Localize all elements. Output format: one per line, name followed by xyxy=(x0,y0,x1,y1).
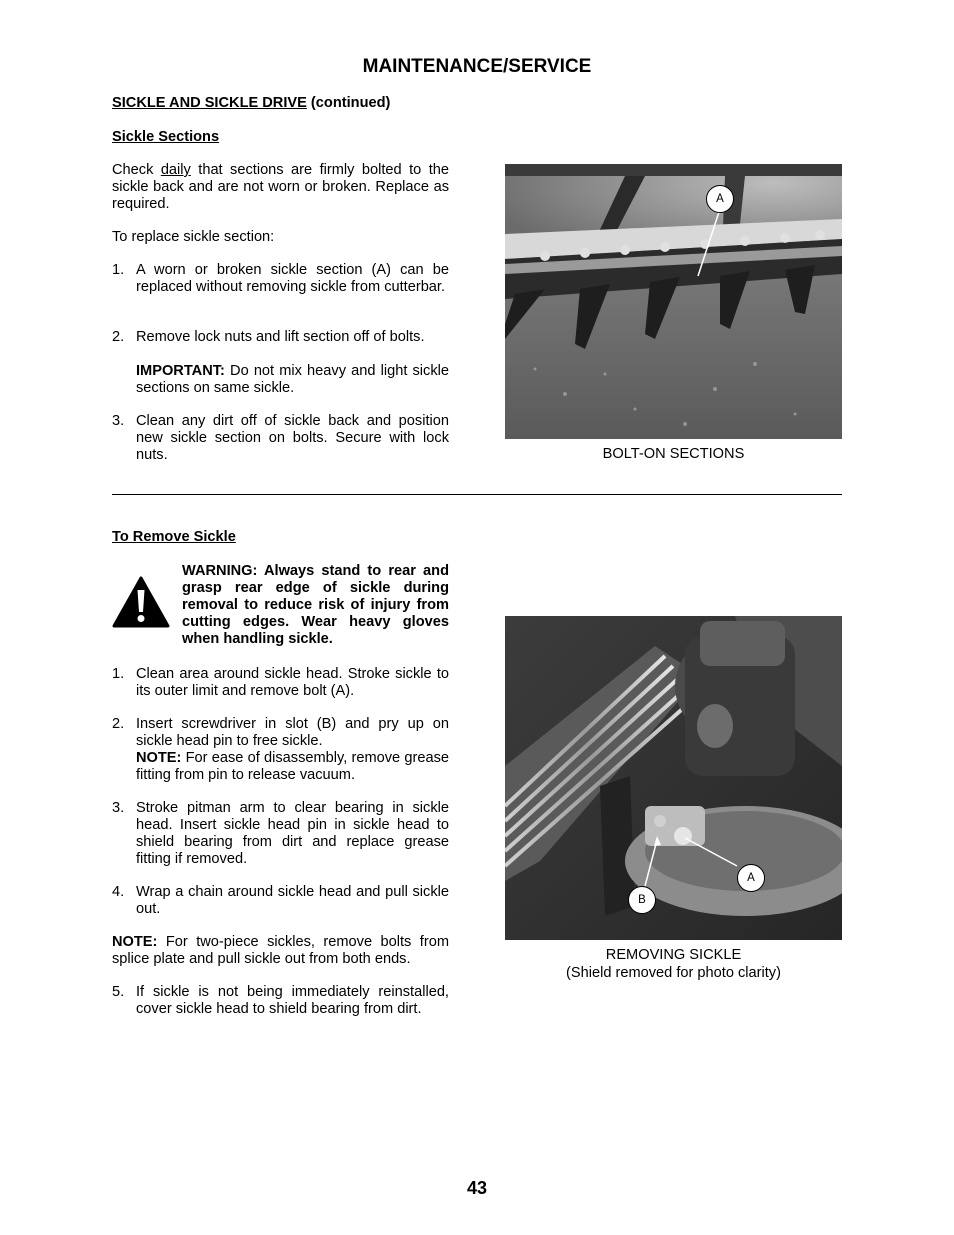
note-text: For two-piece sickles, remove bolts from splice plate and pull sickle out from both ends. xyxy=(112,934,449,967)
intro-text-post: that sections are firmly bolted to the sickle back and are not worn or broken. Replace as required. xyxy=(112,162,449,212)
important-text: Do not mix heavy and light sickle sections on same sickle. xyxy=(136,363,449,396)
section-heading xyxy=(112,95,390,112)
step2-note-text: For ease of disassembly, remove grease fitting from pin to release vacuum. xyxy=(136,750,449,783)
list-item-text: Clean area around sickle head. Stroke sickle to its outer limit and remove bolt (A). xyxy=(136,666,449,699)
sickle-sections-heading: Sickle Sections xyxy=(112,129,220,145)
list-item xyxy=(112,884,449,918)
page-number: 43 xyxy=(466,1178,488,1198)
caption-line-1: REMOVING SICKLE xyxy=(605,947,742,963)
callout-a: A xyxy=(706,185,734,213)
step2-note-label: NOTE: xyxy=(136,750,182,766)
list-item xyxy=(112,413,449,464)
list-item-text: Wrap a chain around sickle head and pull sickle out. xyxy=(136,884,449,917)
removing-sickle-photo xyxy=(505,616,842,940)
important-note xyxy=(112,363,449,397)
list-item xyxy=(112,329,449,346)
section-divider xyxy=(112,494,842,495)
list-item xyxy=(112,262,449,296)
list-item-number: 4. xyxy=(112,884,125,900)
list-item-text: Stroke pitman arm to clear bearing in sickle head. Insert sickle head pin in sickle head to shield bearing from dirt and replace grease fitting if removed. xyxy=(136,800,449,867)
list-item-number: 2. xyxy=(112,716,125,732)
list-item-number: 2. xyxy=(112,329,125,345)
list-item xyxy=(112,666,449,700)
list-item-number: 1. xyxy=(112,666,125,682)
warning-icon xyxy=(112,576,170,628)
section-heading-main: SICKLE AND SICKLE DRIVE xyxy=(112,95,307,111)
callout-b: B xyxy=(628,886,656,914)
list-item-text: Remove lock nuts and lift section off of bolts. xyxy=(136,329,425,345)
sickle-sections-intro xyxy=(112,162,449,213)
two-piece-note xyxy=(112,934,449,968)
section-heading-suffix: (continued) xyxy=(306,95,391,111)
bolt-on-sections-caption: BOLT-ON SECTIONS xyxy=(602,446,745,462)
note-label: NOTE: xyxy=(112,934,158,950)
list-item-number: 3. xyxy=(112,413,125,429)
step2-note xyxy=(136,750,449,784)
remove-sickle-heading: To Remove Sickle xyxy=(112,529,236,545)
callout-a: A xyxy=(737,864,765,892)
list-item xyxy=(112,984,449,1018)
caption-line-2: (Shield removed for photo clarity) xyxy=(566,965,781,981)
list-item-number: 1. xyxy=(112,262,125,278)
removing-sickle-caption xyxy=(505,946,842,982)
intro-text-pre: Check xyxy=(112,162,161,178)
list-item xyxy=(112,716,449,784)
bolt-on-sections-photo xyxy=(505,164,842,439)
replace-intro: To replace sickle section: xyxy=(112,229,275,245)
page-title: MAINTENANCE/SERVICE xyxy=(362,56,592,77)
list-item-text: If sickle is not being immediately reinstalled, cover sickle head to shield bearing from dirt. xyxy=(136,984,449,1017)
warning-text: WARNING: Always stand to rear and grasp rear edge of sickle during removal to reduce risk of injury from cutting edges. Wear heavy gloves when handling sickle. xyxy=(182,563,449,647)
list-item-text: Clean any dirt off of sickle back and position new sickle section on bolts. Secure with lock nuts. xyxy=(136,413,449,463)
list-item xyxy=(112,800,449,868)
list-item-number: 3. xyxy=(112,800,125,816)
intro-text-daily: daily xyxy=(160,162,191,178)
list-item-text: Insert screwdriver in slot (B) and pry up on sickle head pin to free sickle. xyxy=(136,716,449,749)
list-item-number: 5. xyxy=(112,984,125,1000)
list-item-text: A worn or broken sickle section (A) can be replaced without removing sickle from cutterbar. xyxy=(136,262,449,295)
important-label: IMPORTANT: xyxy=(136,363,225,379)
important-note-text xyxy=(136,363,449,397)
